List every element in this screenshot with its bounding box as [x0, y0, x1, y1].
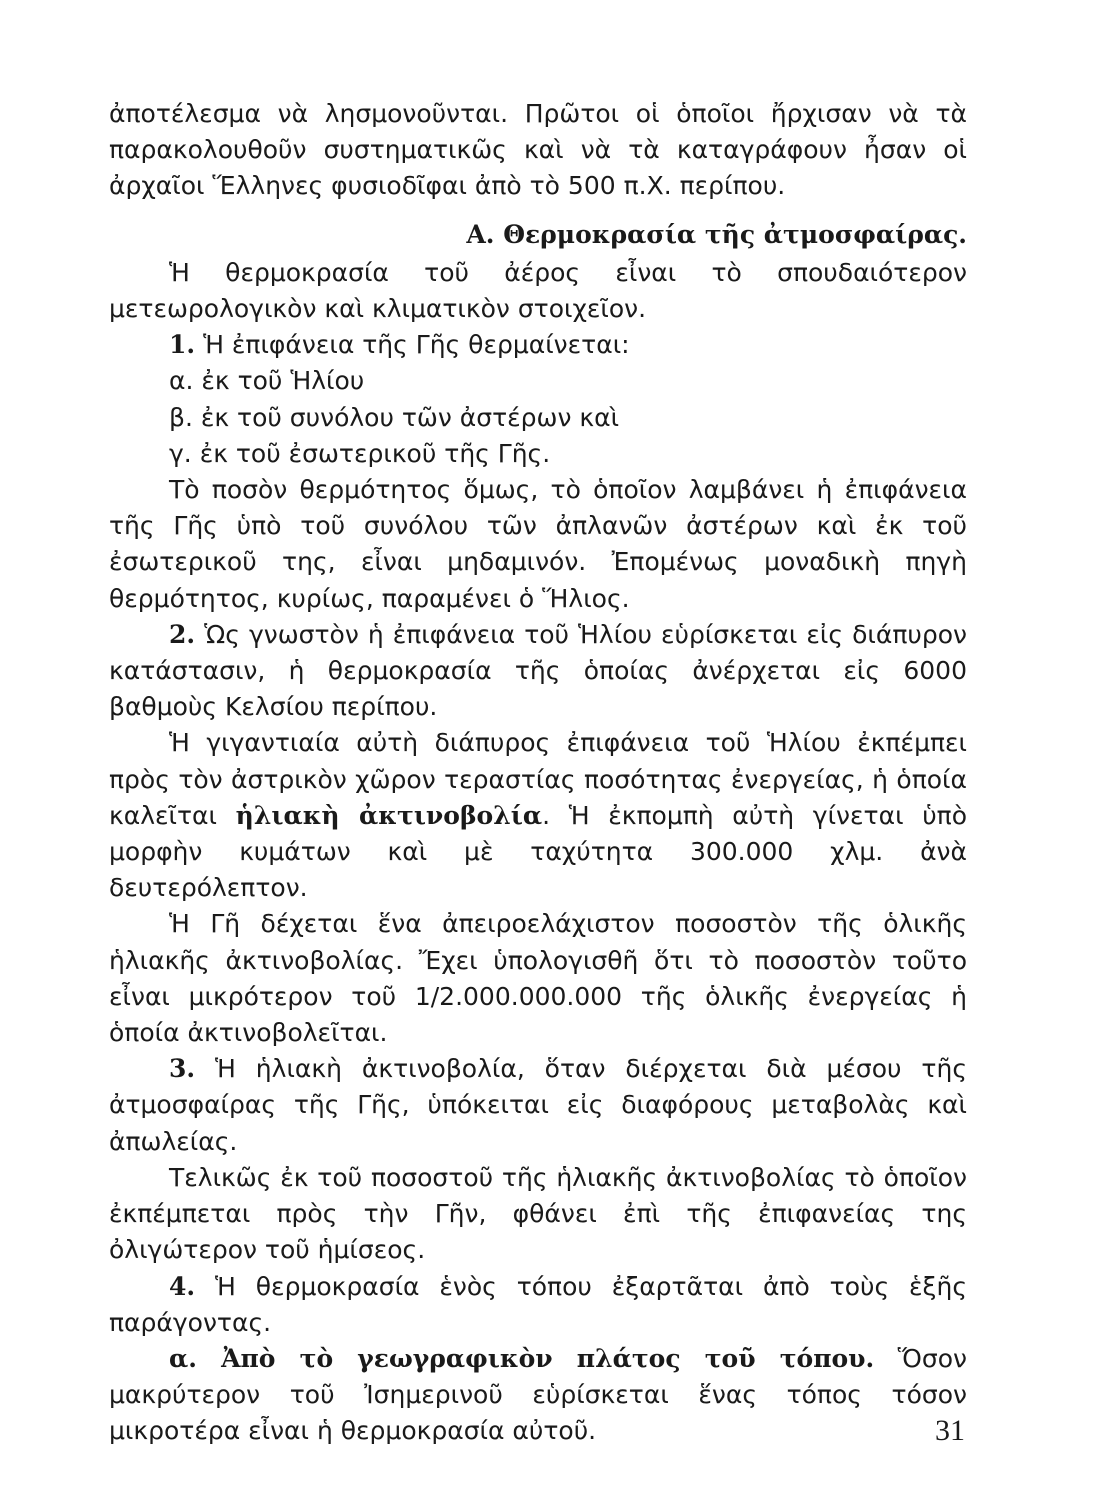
section-heading: Α. Θερμοκρασία τῆς ἀτμοσφαίρας. — [466, 219, 967, 249]
body-text — [109, 96, 967, 1450]
text-run: . Ἡ ἐκπομπὴ αὐτὴ γίνεται ὑπὸ μορφὴν κυμάτων καὶ μὲ ταχύτητα 300.000 χλμ. ἀνὰ δευτερόλεπτον. — [109, 800, 968, 903]
item-4 — [109, 1269, 967, 1341]
item-text: Ἡ ἐπιφάνεια τῆς Γῆς θερμαίνεται: — [203, 330, 630, 360]
sub-item-c: γ. ἐκ τοῦ ἐσωτερικοῦ τῆς Γῆς. — [169, 438, 551, 468]
item-2 — [109, 617, 967, 726]
paragraph-finally: Τελικῶς ἐκ τοῦ ποσοστοῦ τῆς ἡλιακῆς ἀκτινοβολίας τὸ ὁποῖον ἐκπέμπεται πρὸς τὴν Γῆν, φθάνει ἐπὶ τῆς ἐπιφανείας της ὀλιγώτερον τοῦ ἡμίσεος. — [109, 1162, 967, 1265]
item-number: 4. — [169, 1271, 196, 1301]
paragraph-giant-surface — [109, 725, 967, 906]
item-3 — [109, 1051, 967, 1160]
sub-item-a: α. ἐκ τοῦ Ἡλίου — [169, 366, 365, 396]
item-number: 3. — [169, 1054, 196, 1084]
paragraph-earth: Ἡ Γῆ δέχεται ἕνα ἀπειροελάχιστον ποσοστὸν τῆς ὁλικῆς ἡλιακῆς ἀκτινοβολίας. Ἔχει ὑπολογισθῆ ὅτι τὸ ποσοστὸν τοῦτο εἶναι μικρότερον τοῦ 1/2.000.000.000 τῆς ὁλικῆς ἐνεργείας ἡ ὁποία ἀκτινοβολεῖται. — [109, 909, 967, 1048]
page-number: 31 — [935, 1414, 965, 1447]
paragraph-temperature: Ἡ θερμοκρασία τοῦ ἀέρος εἶναι τὸ σπουδαιότερον μετεωρολογικὸν καὶ κλιματικὸν στοιχεῖον. — [109, 257, 967, 324]
bold-term: α. Ἀπὸ τὸ γεωγραφικὸν πλάτος τοῦ τόπου. — [169, 1343, 875, 1373]
text-run: Ἡ γιγαντιαία αὐτὴ διάπυρος ἐπιφάνεια τοῦ Ἡλίου ἐκπέμπει πρὸς τὸν ἀστρικὸν χῶρον τεραστίας ποσότητας ἐνεργείας, ἡ ὁποία καλεῖται — [109, 728, 967, 830]
item-number: 2. — [169, 619, 196, 649]
item-text: Ἡ ἡλιακὴ ἀκτινοβολία, ὅταν διέρχεται διὰ μέσου τῆς ἀτμοσφαίρας τῆς Γῆς, ὑπόκειται εἰς διαφόρους μεταβολὰς καὶ ἀπωλείας. — [109, 1054, 967, 1156]
item-text: Ἡ θερμοκρασία ἑνὸς τόπου ἐξαρτᾶται ἀπὸ τοὺς ἑξῆς παράγοντας. — [109, 1271, 967, 1337]
paragraph-intro: ἀποτέλεσμα νὰ λησμονοῦνται. Πρῶτοι οἱ ὁποῖοι ἤρχισαν νὰ τὰ παρακολουθοῦν συστηματικῶς καὶ νὰ τὰ καταγράφουν ἦσαν οἱ ἀρχαῖοι Ἕλληνες φυσιοδῖφαι ἀπὸ τὸ 500 π.Χ. περίπου. — [109, 99, 967, 201]
bold-term: ἡλιακὴ ἀκτινοβολία — [235, 800, 543, 830]
item-number: 1. — [169, 330, 196, 360]
paragraph-latitude — [109, 1341, 967, 1450]
item-1 — [109, 327, 967, 363]
paragraph-quantity: Τὸ ποσὸν θερμότητος ὅμως, τὸ ὁποῖον λαμβάνει ἡ ἐπιφάνεια τῆς Γῆς ὑπὸ τοῦ συνόλου τῶν ἀπλανῶν ἀστέρων καὶ ἐκ τοῦ ἐσωτερικοῦ της, εἶναι μηδαμινόν. Ἐπομένως μοναδικὴ πηγὴ θερμότητος, κυρίως, παραμένει ὁ Ἥλιος. — [109, 475, 967, 613]
item-text: Ὡς γνωστὸν ἡ ἐπιφάνεια τοῦ Ἡλίου εὑρίσκεται εἰς διάπυρον κατάστασιν, ἡ θερμοκρασία τῆς ὁποίας ἀνέρχεται εἰς 6000 βαθμοὺς Κελσίου περίπου. — [109, 619, 967, 722]
text-run: Ὅσον μακρύτερον τοῦ Ἰσημερινοῦ εὑρίσκεται ἕνας τόπος τόσον μικροτέρα εἶναι ἡ θερμοκρασία αὐτοῦ. — [109, 1343, 967, 1446]
sub-item-b: β. ἐκ τοῦ συνόλου τῶν ἀστέρων καὶ — [169, 402, 620, 432]
